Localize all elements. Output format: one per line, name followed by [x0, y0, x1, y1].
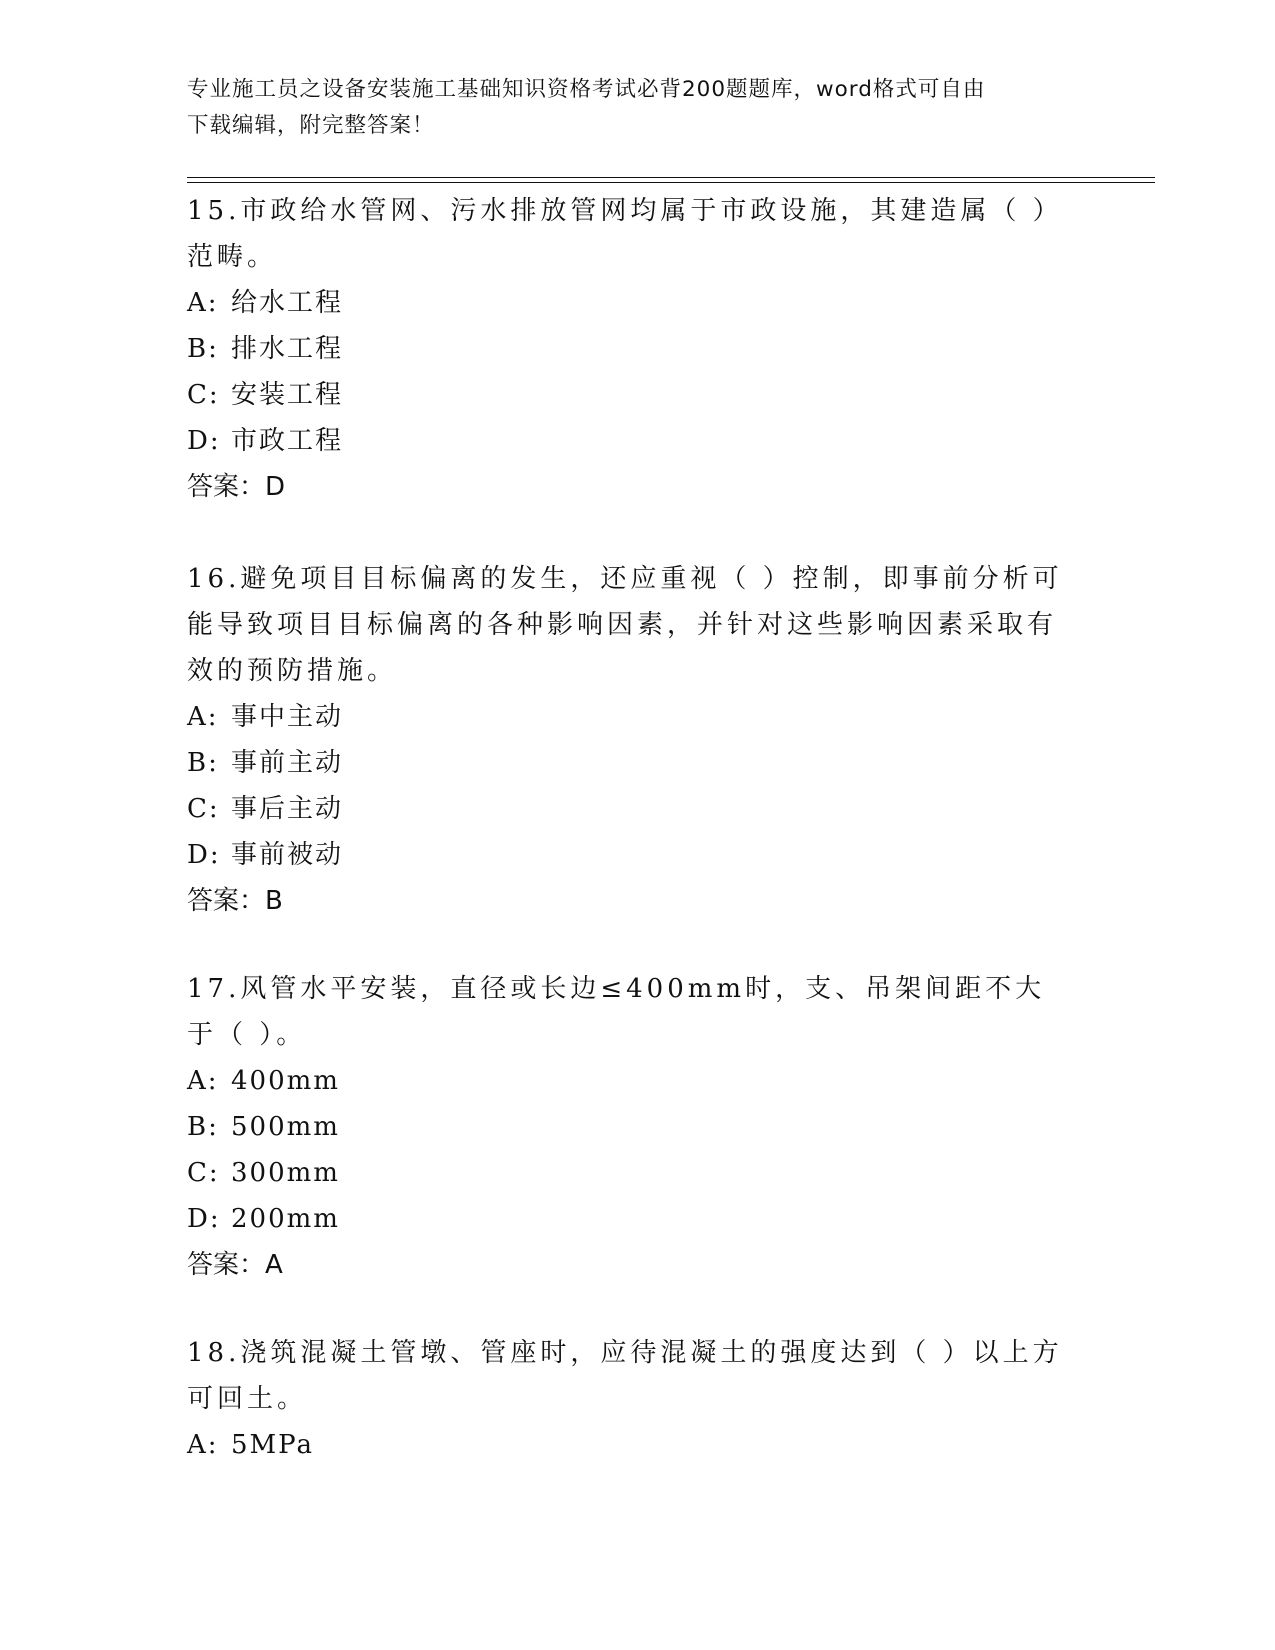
answer-line: 答案：A	[187, 1250, 283, 1280]
option-c	[187, 372, 1067, 418]
option-text: 给水工程	[231, 288, 344, 318]
option-text: 事中主动	[231, 702, 344, 732]
option-a	[187, 280, 1067, 326]
option-a	[187, 1422, 1067, 1468]
option-letter: C:	[187, 380, 220, 410]
option-text: 事前主动	[231, 748, 344, 778]
header-divider-top	[187, 177, 1155, 178]
question-stem: 18.浇筑混凝土管墩、管座时，应待混凝土的强度达到（ ）以上方可回土。	[187, 1338, 1063, 1414]
option-text: 安装工程	[231, 380, 344, 410]
option-letter: B:	[187, 334, 219, 364]
option-b	[187, 1104, 1067, 1150]
question-18	[187, 1330, 1067, 1468]
question-15	[187, 188, 1067, 510]
option-text: 200mm	[231, 1204, 340, 1234]
option-c	[187, 786, 1067, 832]
header-divider-bottom	[187, 182, 1155, 183]
option-letter: D:	[187, 426, 221, 456]
answer-line: 答案：D	[187, 472, 286, 502]
option-d	[187, 832, 1067, 878]
answer-line: 答案：B	[187, 886, 283, 916]
option-text: 400mm	[231, 1066, 340, 1096]
question-stem: 15.市政给水管网、污水排放管网均属于市政设施，其建造属（ ）范畴。	[187, 196, 1063, 272]
option-text: 市政工程	[231, 426, 344, 456]
question-stem: 16.避免项目目标偏离的发生，还应重视（ ）控制，即事前分析可能导致项目目标偏离的各种影响因素，并针对这些影响因素采取有效的预防措施。	[187, 564, 1063, 686]
option-b	[187, 326, 1067, 372]
option-text: 排水工程	[231, 334, 344, 364]
question-16	[187, 556, 1067, 924]
option-letter: D:	[187, 1204, 221, 1234]
option-text: 5MPa	[231, 1430, 314, 1460]
option-d	[187, 418, 1067, 464]
header-line-2: 下载编辑，附完整答案！	[187, 113, 435, 138]
question-stem: 17.风管水平安装，直径或长边≤400mm时，支、吊架间距不大于（ ）。	[187, 974, 1046, 1050]
option-letter: D:	[187, 840, 221, 870]
option-letter: A:	[187, 1066, 219, 1096]
option-letter: C:	[187, 1158, 220, 1188]
option-letter: B:	[187, 1112, 219, 1142]
option-text: 500mm	[231, 1112, 340, 1142]
option-d	[187, 1196, 1067, 1242]
question-17	[187, 966, 1067, 1288]
option-b	[187, 740, 1067, 786]
option-text: 事前被动	[231, 840, 344, 870]
option-a	[187, 1058, 1067, 1104]
option-a	[187, 694, 1067, 740]
option-c	[187, 1150, 1067, 1196]
option-letter: A:	[187, 288, 219, 318]
option-text: 事后主动	[231, 794, 344, 824]
option-letter: C:	[187, 794, 220, 824]
option-letter: A:	[187, 702, 219, 732]
document-header	[187, 72, 1077, 144]
option-letter: A:	[187, 1430, 219, 1460]
header-line-1: 专业施工员之设备安装施工基础知识资格考试必背200题题库，word格式可自由	[187, 77, 986, 102]
option-text: 300mm	[231, 1158, 340, 1188]
option-letter: B:	[187, 748, 219, 778]
